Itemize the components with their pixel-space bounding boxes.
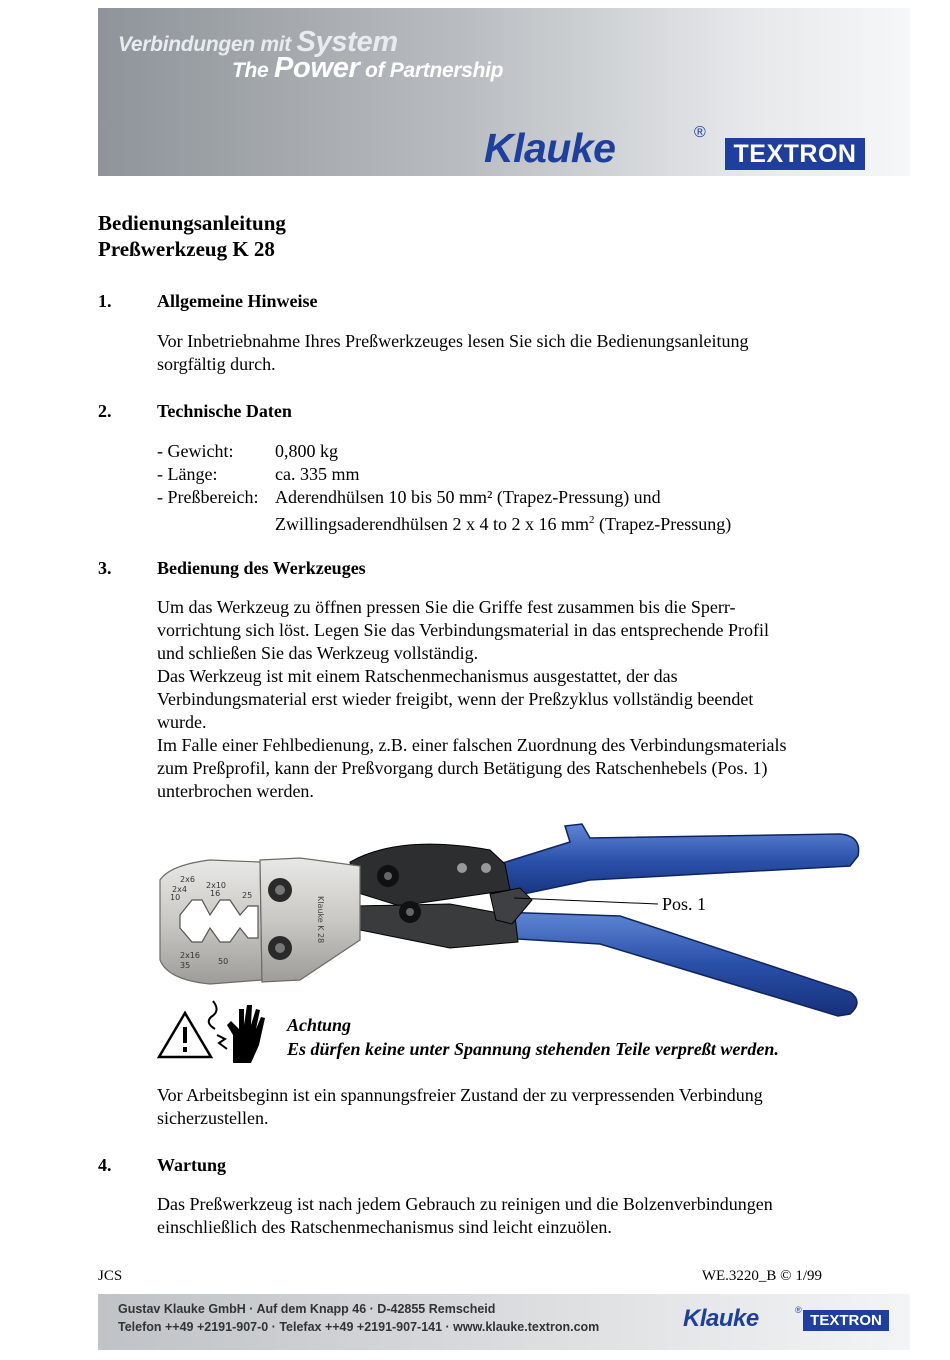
position-1-label: Pos. 1 <box>662 894 707 914</box>
section-1-text: Vor Inbetriebnahme Ihres Preßwerkzeuges lesen Sie sich die Bedienungsanleitung sorgfältig durch. <box>157 331 749 374</box>
warning-heading: Achtung <box>287 1015 352 1035</box>
tool-arm-upper <box>350 844 510 906</box>
document-title: Bedienungsanleitung Preßwerkzeug K 28 <box>98 211 286 261</box>
die-label: 35 <box>180 961 191 970</box>
lower-handle <box>495 912 857 1016</box>
electrical-hazard-icon <box>155 995 273 1065</box>
section-3-text: Um das Werkzeug zu öffnen pressen Sie die Griffe fest zusammen bis die Sperr- vorrichtung sich löst. Legen Sie das Verbindungsmaterial in das entsprechende Profil und schließen Sie das Werkzeug vollständig. Das Werkzeug ist mit einem Ratschenmechanismus ausgestattet, der das Verbindungsmaterial erst wieder freigibt, wenn der Preßzyklus vollständig beendet wurde. Im Falle einer Fehlbedienung, z.B. einer falschen Zuordnung des Verbindungsmaterials zum Preßprofil, kann der Preßvorgang durch Betätigung des Ratschenhebels (Pos. 1) unterbrochen werden. <box>157 597 787 801</box>
section-1-title: Allgemeine Hinweise <box>157 291 318 311</box>
jaw-right <box>260 858 360 982</box>
warning-followup-text: Vor Arbeitsbeginn ist ein spannungsfreier Zustand der zu verpressenden Verbindung sicherzustellen. <box>157 1085 763 1128</box>
tool-engraving: Klauke K 28 <box>316 896 325 944</box>
crimping-tool-image <box>150 820 870 1020</box>
footer-klauke-logo: Klauke <box>683 1305 759 1332</box>
section-4-text: Das Preßwerkzeug ist nach jedem Gebrauch zu reinigen und die Bolzenverbindungen einschließlich des Ratschenmechanismus sind leicht einzuölen. <box>157 1194 773 1237</box>
section-3-title: Bedienung des Werkzeuges <box>157 558 366 578</box>
footer-textron-logo: TEXTRON <box>803 1310 889 1331</box>
die-label: 2x4 <box>172 885 187 894</box>
section-2-title: Technische Daten <box>157 401 292 421</box>
slogan-line-2: The Power of Partnership <box>232 52 504 84</box>
spec-length-value: ca. 335 mm <box>275 464 360 484</box>
die-label: 10 <box>170 893 181 902</box>
footer-address-line-1: Gustav Klauke GmbH · Auf dem Knapp 46 · D-42855 Remscheid <box>118 1302 496 1316</box>
spec-length-label: - Länge: <box>157 464 218 484</box>
spec-range-value-2: Zwillingsaderendhülsen 2 x 4 to 2 x 16 $mm^2$ (Trapez-Pressung) <box>275 514 732 534</box>
slogan-line-1: Verbindungen mit System <box>118 26 398 58</box>
section-4-title: Wartung <box>157 1155 227 1175</box>
spec-range-label: - Preßbereich: <box>157 487 259 507</box>
die-label: 2x16 <box>180 951 201 960</box>
spec-weight-value: 0,800 kg <box>275 441 338 461</box>
footer-registered-mark: ® <box>795 1305 802 1315</box>
die-label: 25 <box>242 891 253 900</box>
klauke-logo: Klauke <box>484 125 616 171</box>
section-1-number: 1. <box>98 291 112 311</box>
spec-weight-label: - Gewicht: <box>157 441 234 461</box>
section-2-number: 2. <box>98 401 112 421</box>
footer-author: JCS <box>98 1268 123 1284</box>
section-3-number: 3. <box>98 558 112 578</box>
footer-address-line-2: Telefon ++49 +2191-907-0 · Telefax ++49 +2191-907-141 · www.klauke.textron.com <box>118 1320 600 1334</box>
die-label: 2x10 <box>206 881 227 890</box>
footer-doc-ref: WE.3220_B © 1/99 <box>701 1268 822 1284</box>
die-label: 50 <box>218 957 229 966</box>
section-4-number: 4. <box>98 1155 112 1175</box>
textron-logo: TEXTRON <box>725 138 865 170</box>
die-label: 2x6 <box>180 875 195 884</box>
warning-text: Es dürfen keine unter Spannung stehenden Teile verpreßt werden. <box>287 1039 779 1059</box>
spec-range-value-1: Aderendhülsen 10 bis 50 mm² (Trapez-Pressung) und <box>275 487 661 507</box>
registered-mark: ® <box>694 124 706 141</box>
die-label: 16 <box>210 889 221 898</box>
upper-handle <box>480 824 859 900</box>
